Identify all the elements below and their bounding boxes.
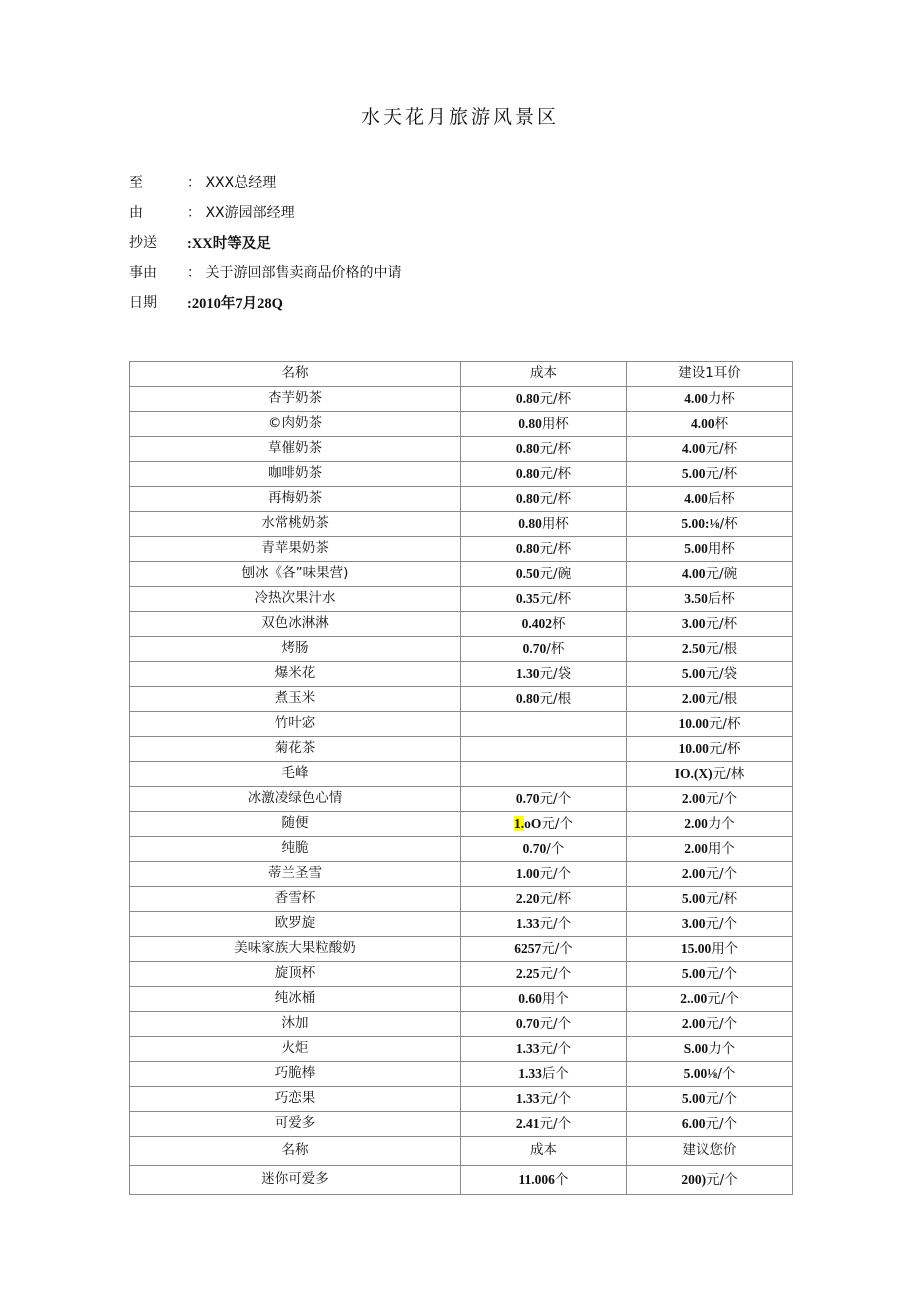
memo-label: 日期 (129, 295, 157, 311)
table-header-row (130, 362, 793, 387)
cost-unit: 元/个 (539, 1115, 572, 1132)
cost-unit: 元/个 (539, 1040, 572, 1057)
item-cost (461, 611, 627, 636)
item-name: 烤肠 (130, 636, 461, 661)
item-price (627, 511, 793, 536)
item-price (627, 936, 793, 961)
table-row (130, 511, 793, 536)
price-unit: 用杯 (707, 540, 735, 557)
item-cost (461, 1086, 627, 1111)
cost-number: 1.33 (515, 915, 540, 931)
cost-number: oO (524, 815, 542, 831)
item-cost (461, 986, 627, 1011)
item-cost (461, 411, 627, 436)
cost-unit: /杯 (546, 640, 565, 657)
table-row (130, 811, 793, 836)
cost-number: 6257 (514, 940, 542, 956)
cost-unit: 元/杯 (539, 440, 572, 457)
price-unit: 元/个 (705, 965, 738, 982)
item-name: 水常桃奶茶 (130, 511, 461, 536)
subheader-cost: 成本 (461, 1136, 627, 1165)
cost-unit: 元/个 (539, 865, 572, 882)
memo-row (129, 227, 401, 257)
table-row (130, 486, 793, 511)
item-price (627, 636, 793, 661)
item-name: 爆米花 (130, 661, 461, 686)
item-price (627, 1036, 793, 1061)
item-cost (461, 636, 627, 661)
item-cost (461, 736, 627, 761)
cost-unit: 元/杯 (539, 890, 572, 907)
cost-unit: 元/杯 (539, 490, 572, 507)
price-unit: 元/个 (705, 915, 738, 932)
item-cost (461, 786, 627, 811)
price-unit: 力个 (707, 815, 735, 832)
table-row (130, 461, 793, 486)
item-name: 香雪杯 (130, 886, 461, 911)
item-name: 青苹果奶茶 (130, 536, 461, 561)
item-name: 火炬 (130, 1036, 461, 1061)
item-cost (461, 511, 627, 536)
price-number: 5.00:⅛ (681, 515, 720, 531)
item-price (627, 661, 793, 686)
table-row (130, 661, 793, 686)
item-price (627, 1011, 793, 1036)
cost-unit: 杯 (551, 615, 566, 632)
memo-value: :XX时等及足 (187, 235, 271, 252)
price-number: 15.00 (680, 940, 712, 956)
item-cost (461, 711, 627, 736)
cost-unit: 元/袋 (539, 665, 572, 682)
price-number: 3.50 (684, 590, 708, 606)
cost-unit: 元/根 (539, 690, 572, 707)
cost-number: 2.20 (515, 890, 540, 906)
cost-number: 0.402 (521, 615, 552, 631)
item-cost (461, 561, 627, 586)
price-number: IO.(X) (674, 765, 713, 781)
memo-row (129, 287, 401, 317)
item-cost (461, 1011, 627, 1036)
cost-unit: 元/杯 (539, 465, 572, 482)
item-cost (461, 536, 627, 561)
price-number: 4.00 (681, 440, 706, 456)
item-cost (461, 1036, 627, 1061)
table-row (130, 836, 793, 861)
item-price (627, 811, 793, 836)
item-name: 刨冰《各”味果营) (130, 561, 461, 586)
price-number: 2.00 (681, 790, 706, 806)
item-name: 毛峰 (130, 761, 461, 786)
item-name: 巧脆棒 (130, 1061, 461, 1086)
memo-row (129, 167, 401, 197)
cost-number: 0.80 (515, 390, 540, 406)
price-number: 5.00 (684, 540, 708, 556)
price-unit: 元/个 (706, 1171, 738, 1188)
cost-number: 1.33 (515, 1090, 540, 1106)
cost-unit: 元/个 (539, 915, 572, 932)
cost-unit: /个 (546, 840, 565, 857)
memo-label: 至 (129, 175, 143, 191)
item-name: 菊花茶 (130, 736, 461, 761)
table-row (130, 1061, 793, 1086)
table-row (130, 961, 793, 986)
cost-number: 0.70 (515, 1015, 540, 1031)
item-price (627, 961, 793, 986)
item-name: 巧恋果 (130, 1086, 461, 1111)
item-cost (461, 911, 627, 936)
item-name: 随便 (130, 811, 461, 836)
table-row (130, 536, 793, 561)
item-price (627, 911, 793, 936)
price-number: 200) (681, 1171, 707, 1187)
item-price (627, 586, 793, 611)
cost-number: 0.50 (515, 565, 540, 581)
item-name: 沐加 (130, 1011, 461, 1036)
cost-number: 0.60 (518, 990, 542, 1006)
cost-unit: 用杯 (541, 515, 569, 532)
cost-number: 0.80 (515, 690, 540, 706)
item-cost (461, 811, 627, 836)
item-cost (461, 1165, 627, 1194)
header-name: 名称 (130, 362, 461, 387)
price-unit: 后杯 (707, 490, 735, 507)
price-number: 4.00 (681, 565, 706, 581)
price-unit: 元/个 (707, 990, 739, 1007)
price-number: 5.00 (681, 965, 706, 981)
table-subheader-row (130, 1136, 793, 1165)
header-price: 建设1耳价 (627, 362, 793, 387)
table-row (130, 886, 793, 911)
table-row (130, 561, 793, 586)
item-price (627, 536, 793, 561)
cost-highlight: 1. (514, 815, 525, 831)
cost-number: 0.70 (522, 840, 547, 856)
memo-label: 抄送 (129, 235, 157, 251)
cost-number: 1.33 (518, 1065, 542, 1081)
memo-row (129, 197, 401, 227)
cost-number: 11.006 (518, 1171, 555, 1187)
price-number: 2.00 (684, 815, 708, 831)
price-unit: 元/杯 (705, 890, 738, 907)
price-unit: 元/个 (705, 1015, 738, 1032)
table-row (130, 936, 793, 961)
item-cost (461, 936, 627, 961)
cost-unit: 元/个 (541, 940, 573, 957)
price-unit: 用个 (711, 940, 739, 957)
price-number: 3.00 (681, 915, 706, 931)
item-name: 竹叶宓 (130, 711, 461, 736)
cost-number: 0.80 (515, 540, 540, 556)
price-number: 3.00 (681, 615, 706, 631)
table-row (130, 1165, 793, 1194)
price-unit: 元/根 (705, 690, 738, 707)
price-number: 5.00 (681, 1090, 706, 1106)
subheader-name: 名称 (130, 1136, 461, 1165)
item-price (627, 386, 793, 411)
item-price (627, 986, 793, 1011)
price-unit: 元/个 (705, 1090, 738, 1107)
document-title: 水天花月旅游风景区 (360, 106, 559, 128)
price-unit: 力杯 (707, 390, 735, 407)
price-unit: 元/根 (705, 640, 738, 657)
table-row (130, 711, 793, 736)
cost-unit: 元/个 (539, 1015, 572, 1032)
cost-number: 0.80 (515, 465, 540, 481)
item-price (627, 611, 793, 636)
price-unit: 元/袋 (705, 665, 738, 682)
item-price (627, 761, 793, 786)
item-cost (461, 486, 627, 511)
item-price (627, 861, 793, 886)
price-number: 5.00⅛ (683, 1065, 718, 1081)
item-price (627, 886, 793, 911)
price-number: 4.00 (684, 390, 708, 406)
table-row (130, 1086, 793, 1111)
cost-number: 0.80 (515, 440, 540, 456)
item-cost (461, 386, 627, 411)
cost-unit: 元/杯 (539, 590, 572, 607)
item-price (627, 1111, 793, 1136)
item-price (627, 1086, 793, 1111)
item-price (627, 461, 793, 486)
cost-unit: 个 (554, 1171, 569, 1188)
cost-unit: 元/个 (539, 1090, 572, 1107)
price-unit: 元/个 (705, 865, 738, 882)
item-cost (461, 686, 627, 711)
item-cost (461, 861, 627, 886)
cost-unit: 元/杯 (539, 540, 572, 557)
item-cost (461, 586, 627, 611)
price-number: 2.50 (681, 640, 706, 656)
table-row (130, 411, 793, 436)
item-price (627, 436, 793, 461)
item-name: 纯脆 (130, 836, 461, 861)
item-name: 双色冰淋淋 (130, 611, 461, 636)
price-unit: 元/杯 (708, 740, 741, 757)
cost-unit: 元/杯 (539, 390, 572, 407)
table-row (130, 786, 793, 811)
price-unit: 杯 (714, 415, 729, 432)
item-name: 蒂兰圣雪 (130, 861, 461, 886)
item-name: 迷你可爱多 (130, 1165, 461, 1194)
price-number: 5.00 (681, 465, 706, 481)
price-number: 4.00 (684, 490, 708, 506)
price-unit: 元/林 (712, 765, 745, 782)
cost-number: 2.25 (515, 965, 540, 981)
item-name: ©肉奶茶 (130, 411, 461, 436)
table-row (130, 911, 793, 936)
table-row (130, 636, 793, 661)
item-price (627, 736, 793, 761)
price-number: 10.00 (678, 715, 709, 731)
price-table (129, 361, 793, 1195)
cost-number: 0.70 (515, 790, 540, 806)
item-cost (461, 661, 627, 686)
cost-number: 0.80 (518, 515, 542, 531)
price-unit: 元/杯 (705, 440, 738, 457)
memo-label: 由 (129, 205, 143, 221)
item-name: 欧罗旋 (130, 911, 461, 936)
memo-value: ： XXX总经理 (187, 175, 277, 191)
item-name: 可爱多 (130, 1111, 461, 1136)
item-price (627, 836, 793, 861)
item-price (627, 786, 793, 811)
item-price (627, 1165, 793, 1194)
memo-label: 事由 (129, 265, 157, 281)
table-row (130, 1036, 793, 1061)
cost-number: 1.00 (515, 865, 540, 881)
price-unit: 元/个 (705, 1115, 738, 1132)
item-name: 再梅奶茶 (130, 486, 461, 511)
table-row (130, 586, 793, 611)
item-name: 煮玉米 (130, 686, 461, 711)
item-price (627, 561, 793, 586)
table-row (130, 861, 793, 886)
cost-number: 0.70 (522, 640, 547, 656)
price-unit: 元/杯 (705, 615, 738, 632)
price-number: 10.00 (678, 740, 709, 756)
memo-value: :2010年7月28Q (187, 295, 283, 312)
cost-unit: 元/个 (541, 815, 573, 832)
cost-number: 2.41 (515, 1115, 540, 1131)
memo-value: ： 关于游回部售卖商品价格的中请 (187, 265, 402, 281)
cost-number: 1.30 (515, 665, 540, 681)
item-name: 杏芋奶茶 (130, 386, 461, 411)
price-number: S.00 (683, 1040, 709, 1056)
item-price (627, 486, 793, 511)
item-name: 咖啡奶茶 (130, 461, 461, 486)
item-price (627, 686, 793, 711)
item-cost (461, 761, 627, 786)
price-number: 2..00 (680, 990, 708, 1006)
cost-unit: 用个 (541, 990, 569, 1007)
header-cost: 成本 (461, 362, 627, 387)
price-number: 5.00 (681, 665, 706, 681)
cost-unit: 后个 (541, 1065, 569, 1082)
price-unit: 元/碗 (705, 565, 738, 582)
item-cost (461, 961, 627, 986)
price-number: 4.00 (690, 415, 715, 431)
item-cost (461, 461, 627, 486)
table-row (130, 986, 793, 1011)
price-unit: /杯 (719, 515, 738, 532)
price-unit: 力个 (708, 1040, 736, 1057)
price-unit: 后杯 (707, 590, 735, 607)
price-number: 5.00 (681, 890, 706, 906)
cost-unit: 元/个 (539, 965, 572, 982)
price-unit: 元/杯 (705, 465, 738, 482)
price-unit: 用个 (707, 840, 735, 857)
table-row (130, 736, 793, 761)
table-row (130, 1111, 793, 1136)
cost-unit: 用杯 (541, 415, 569, 432)
item-cost (461, 836, 627, 861)
cost-number: 1.33 (515, 1040, 540, 1056)
cost-unit: 元/个 (539, 790, 572, 807)
item-name: 美味家族大果粒酸奶 (130, 936, 461, 961)
cost-number: 0.80 (518, 415, 542, 431)
memo-row (129, 257, 401, 287)
table-row (130, 386, 793, 411)
subheader-price: 建议您价 (627, 1136, 793, 1165)
price-number: 2.00 (684, 840, 708, 856)
table-row (130, 686, 793, 711)
item-cost (461, 1111, 627, 1136)
item-cost (461, 886, 627, 911)
memo-header (129, 167, 401, 317)
cost-number: 0.80 (515, 490, 540, 506)
price-number: 6.00 (681, 1115, 706, 1131)
item-cost (461, 1061, 627, 1086)
item-name: 冷热次果汁水 (130, 586, 461, 611)
item-price (627, 1061, 793, 1086)
price-unit: 元/杯 (708, 715, 741, 732)
price-number: 2.00 (681, 1015, 706, 1031)
cost-number: 0.35 (515, 590, 540, 606)
item-cost (461, 436, 627, 461)
item-price (627, 411, 793, 436)
table-row (130, 761, 793, 786)
item-name: 草催奶茶 (130, 436, 461, 461)
item-price (627, 711, 793, 736)
table-row (130, 436, 793, 461)
price-number: 2.00 (681, 690, 706, 706)
price-number: 2.00 (681, 865, 706, 881)
item-name: 冰激凌绿色心情 (130, 786, 461, 811)
item-name: 旋顶杯 (130, 961, 461, 986)
cost-unit: 元/碗 (539, 565, 572, 582)
table-row (130, 611, 793, 636)
memo-value: ： XX游园部经理 (187, 205, 295, 221)
item-name: 纯冰桶 (130, 986, 461, 1011)
price-unit: /个 (717, 1065, 736, 1082)
table-row (130, 1011, 793, 1036)
price-unit: 元/个 (705, 790, 738, 807)
